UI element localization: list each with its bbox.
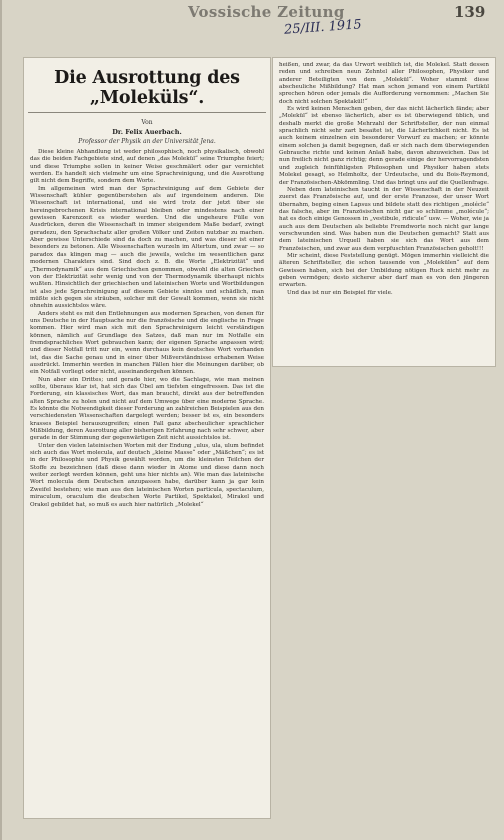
paragraph: Es wird keinen Menschen geben, der das nicht lächerlich fände; aber „Molekül“ ist ebenso lächerlich, aber es ist überwiegend üblich, und deshalb merkt die große Mehrzahl der Schriftsteller, der nun einmal sprachlich nicht sehr zart besaitet ist, die Lächerlichkeit nicht. Es ist auch keinem einzelnen ein besonderer Vorwurf zu machen; er könnte einem solchen ja damit begegnen, daß er sich nach dem überwiegenden Gebrauche richte und keinen Anlaß habe, davon abzuweichen. Das ist nun freilich nicht ganz richtig; denn gerade einige der hervorragendsten und zugleich feinfühligsten Philosophen und Physiker haben stets Molekel gesagt, so Helmholtz, der Urdeutsche, und du Bois-Reymond, der Französischen-Abkömmling. Und das bringt uns auf die Quellenfrage.	[279, 106, 489, 186]
newspaper-masthead: Vossische Zeitung	[188, 3, 345, 21]
paragraph: Anders steht es mit den Entlehnungen aus modernen Sprachen, von denen für uns Deutsche in der Hauptsache nur die französische und die englische in Frage kommen. Hier wird man sich mit den Sprachreinigern leicht verständigen können, nämlich auf Grundlage des Satzes, daß man nur im Notfalle ein fremdsprachliches Wort gebrauchen kann; der eigenen Sprache anpassen wird; und dieser Notfall tritt nur ein, wenn durchaus kein deutsches Wort vorhanden ist, das die Sache genau und in einer über Mißverständnisse erhabenen Weise ausdrückt. Immerhin werden in manchen Fällen hier die Meinungen darüber, ob ein Notfall vorliegt oder nicht, auseinandergehen können.	[30, 310, 264, 376]
article-body-left	[24, 149, 270, 509]
page-number: 139	[454, 3, 486, 21]
paragraph: Diese kleine Abhandlung ist weder philosophisch, noch physikalisch, obwohl das die beiden Fachgebiete sind, auf denen „das Molekül“ seine Triumphe feiert; und diese Triumphe sollen in keiner Weise geschmälert oder gar vernichtet werden. Es handelt sich vielmehr um eine Sprachreinigung, und die Ausrottung gilt nicht dem Begriffe, sondern dem Worte.	[30, 149, 264, 185]
handwritten-date: 25/III. 1915	[283, 17, 363, 38]
paragraph: Und das ist nur ein Beispiel für viele.	[287, 289, 393, 296]
paragraph: Im allgemeinen wird man der Sprachreinigung auf dem Gebiete der Wissenschaft kühler gegenüberstehen als auf irgendeinem anderen. Die Wissenschaft ist international, und sie wird trotz der jetzt über sie hereingebrochenen Krisis international bleiben oder mindestens nach einer gewissen Karenzzeit es wieder werden. Und die ungeheure Fülle von Ausdrücken, deren die Wissenschaft in immer steigendem Maße bedarf, zwingt geradezu, den Sprachschatz aller großen Völker und Zeiten nutzbar zu machen. Aber gewisse Unterschiede sind da doch zu machen, und was dieser ist einer besonders zu betonen. Alle Wissenschaften wurzeln im Altertum, und zwar — so paradox das klingen mag — auch die jeweils, welche im wesentlichen ganz modernen Charakters sind. Sind doch z. B. die Worte „Elektrizität“ und „Thermodynamik“ aus dem Griechischen genommen, obwohl die alten Griechen von der Elektrizität sehr wenig und von der Thermodynamik überhaupt nichts wußten. Hinsichtlich der griechischen und lateinischen Worte und Wortbildungen ist also jede Sprachreinigung auf diesem Gebiete sinnlos und schädlich, man müßte sich gegen sie sträuben, solcher mit der Gewalt kommen, wenn sie nicht ohnehin aussichtslos wäre.	[30, 185, 264, 310]
clipping-left-column	[24, 58, 270, 818]
article-body-right	[273, 58, 495, 297]
byline-von: Von	[141, 119, 153, 126]
byline-author-role: Professor der Physik an der Universität Jena.	[78, 138, 216, 145]
paragraph: Nun aber ein Drittes; und gerade hier, wo die Sachlage, wie man meinen sollte, überaus klar ist, hat sich das Übel am tiefsten eingefressen. Das ist die Forderung, ein klassisches Wort, das man braucht, direkt aus der betreffenden alten Sprache zu holen und nicht auf dem Umwege über eine moderne Sprache. Es könnte die Notwendigkeit dieser Forderung an zahlreichen Beispielen aus den verschiedensten Wissenschaften dargelegt werden; besser ist es, ein besonders krasses Beispiel herauszugreifen; einen Fall ganz abscheulicher sprachlicher Mißbildung, deren Ausrottung aller bisherigen Erfahrung nach sehr schwer, aber gerade in der Stimmung der gegenwärtigen Zeit nicht aussichtslos ist.	[30, 376, 264, 442]
paragraph: Neben dem lateinischen taucht in der Wissenschaft in der Neuzeit zuerst das Französische auf, und der erste Franzose, der unser Wort übernahm, beging einen Lapsus und bildete statt des richtigen „molécle“ das falsche, aber im Französischen nicht gar so schlimme „molécule“; hat es doch einige Genossen in „vestibule, ridicule“ usw. — Woher, wie ja auch aus dem Deutschen als beliebte Fremdworte noch nicht gar lange verschwunden sind. Was haben nun die Deutschen gemacht? Statt aus dem lateinischen Urquell haben sie sich das Wort aus dem Französischen, und zwar aus dem verpfuschten Französischen geholt!!!	[279, 186, 489, 252]
article-headline: Die Ausrottung des „Moleküls“.	[28, 68, 266, 113]
byline-author: Dr. Felix Auerbach.	[112, 128, 182, 136]
paragraph: Mir scheint, diese Feststellung genügt. Mögen immerhin vielleicht die älteren Schriftsteller, die schon tausende von „Molekülen“ auf dem Gewissen haben, sich bei der Umbildung nötigen Ruck nicht mehr zu geben vermögen; desto sicherer aber darf man es von den jüngeren erwarten.	[279, 252, 489, 289]
paragraph: Unter den vielen lateinischen Worten mit der Endung „ulus, ula, ulum befindet sich auch das Wort molecula, auf deutsch „kleine Masse“ oder „Mäßchen“; es ist in der Philosophie und Physik gewählt worden, um die kleinsten Teilchen der Stoffe zu bezeichnen (daß diese dann wieder in Atome und diese dann noch weiter zerlegt werden können, geht uns hier nichts an). Wie man das lateinische Wort molecula dem Deutschen anzupassen habe, darüber kann ja gar kein Zweifel bestehen; wie man aus den lateinischen Worten particula, spectaculum, miraculum, oraculum die deutschen Worte Partikel, Spektakel, Mirakel und Orakel gebildet hat, so muß es auch hier natürlich „Molekel“	[30, 442, 264, 508]
clipping-right-column	[273, 58, 495, 366]
paragraph: heißen, und zwar, da das Urwort weiblich ist, die Molekel. Statt dessen reden und schreiben neun Zehntel aller Philosophen, Physiker und anderer Beteiligten von dem „Molekül“. Woher stammt diese abscheuliche Mißbildung? Hat man schon jemand von einem Partikül sprechen hören oder jemals die Aufforderung vernommen: „Machen Sie doch nicht solchen Spektakül!“	[279, 62, 489, 105]
